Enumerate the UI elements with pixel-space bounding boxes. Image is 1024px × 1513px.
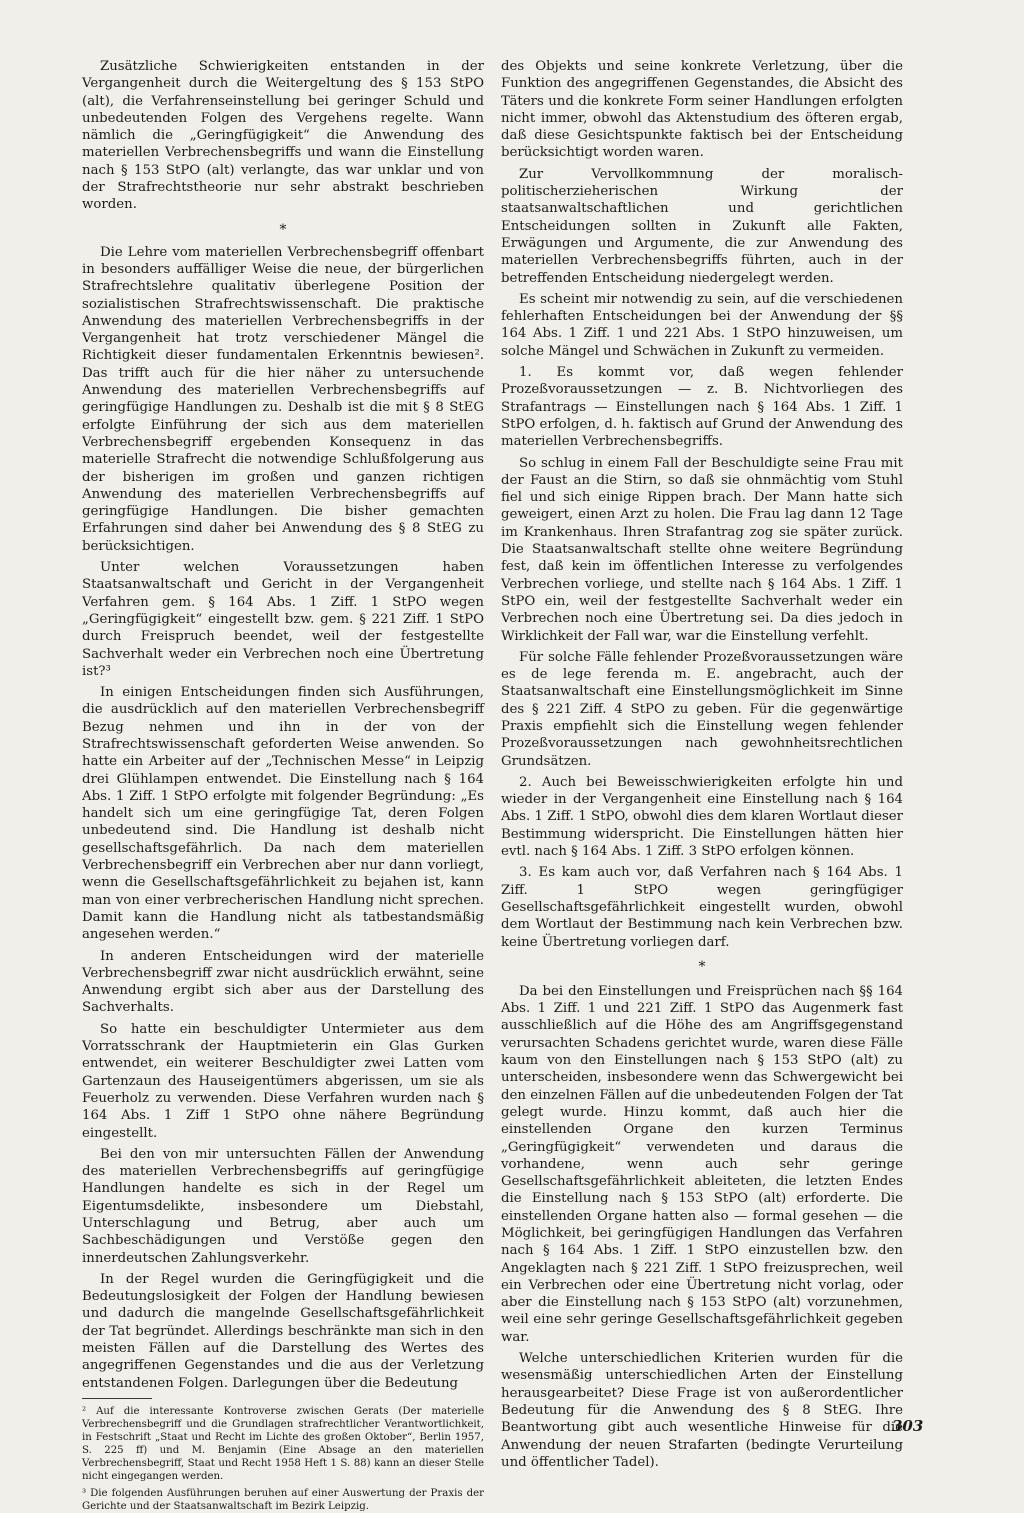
paragraph: 1. Es kommt vor, daß wegen fehlender Prozeßvoraussetzungen — z. B. Nichtvorliegen des Strafantrags — Einstellungen nach § 164 Abs. 1 Ziff. 1 StPO erfolgen, d. h. faktisch auf Grund der Anwendung des materiellen Verbrechensbegriffs. — [501, 365, 903, 450]
paragraph: So hatte ein beschuldigter Untermieter aus dem Vorratsschrank der Hauptmieterin ein Glas Gurken entwendet, ein weiterer Beschuldigter zwei Latten vom Gartenzaun des Hauseigentümers abgerissen, um sie als Feuerholz zu verwenden. Diese Verfahren wurden nach § 164 Abs. 1 Ziff 1 StPO ohne nähere Begründung eingestellt. — [82, 1021, 484, 1141]
paragraph: Unter welchen Voraussetzungen haben Staatsanwaltschaft und Gericht in der Vergangenheit Verfahren gem. § 164 Abs. 1 Ziff. 1 StPO wegen „Geringfügigkeit“ eingestellt bzw. gem. § 221 Ziff. 1 StPO durch Freispruch beendet, weil der festgestellte Sachverhalt weder ein Verbrechen noch eine Übertretung ist?³ — [82, 560, 484, 679]
footnote-2: ² Auf die interessante Kontroverse zwischen Gerats (Der materielle Verbrechensbegriff und die Grundlagen strafrechtlicher Verantwortlichkeit, in Festschrift „Staat und Recht im Lichte des großen Oktober“, Berlin 1957, S. 225 ff) und M. Benjamin (Eine Absage an den materiellen Verbrechensbegriff, Staat und Recht 1958 Heft 1 S. 88) kann an dieser Stelle nicht eingegangen werden. — [82, 1405, 484, 1483]
footnote-3: ³ Die folgenden Ausführungen beruhen auf einer Auswertung der Praxis der Gerichte und der Staatsanwaltschaft im Bezirk Leipzig. — [82, 1487, 484, 1512]
section-separator: * — [279, 221, 287, 238]
paragraph: 2. Auch bei Beweisschwierigkeiten erfolgte hin und wieder in der Vergangenheit eine Einstellung nach § 164 Abs. 1 Ziff. 1 StPO, obwohl dies dem klaren Wortlaut dieser Bestimmung widerspricht. Die Einstellungen hätten hier evtl. nach § 164 Abs. 1 Ziff. 3 StPO erfolgen können. — [501, 774, 903, 860]
section-separator: * — [698, 958, 706, 975]
footnote-divider — [82, 1398, 152, 1399]
paragraph: Da bei den Einstellungen und Freisprüchen nach §§ 164 Abs. 1 Ziff. 1 und 221 Ziff. 1 StPO das Augenmerk fast ausschließlich auf die Höhe des am Angriffsgegenstand verursachten Schadens gerichtet wurde, waren diese Fälle kaum von den Einstellungen nach § 153 StPO (alt) zu unterscheiden, insbesondere wenn das Schwergewicht bei den einzelnen Fällen auf die unbedeutenden Folgen der Tat gelegt wurde. Hinzu kommt, daß auch hier die einstellenden Organe den kurzen Terminus „Geringfügigkeit“ verwendeten und daraus die vorhandene, wenn auch sehr geringe Gesellschaftsgefährlichkeit ableiteten, die letzten Endes die Einstellung nach § 153 StPO (alt) erforderte. Die einstellenden Organe hatten also — formal gesehen — die Möglichkeit, bei geringfügigen Handlungen das Verfahren nach § 164 Abs. 1 Ziff. 1 StPO einzustellen bzw. den Angeklagten nach § 221 Ziff. 1 StPO freizusprechen, weil ein Verbrechen oder eine Übertretung nicht vorlag, oder aber die Einstellung nach § 153 StPO (alt) vorzunehmen, weil eine sehr geringe Gesellschaftsgefährlichkeit gegeben war. — [501, 983, 903, 1345]
paragraph: Welche unterschiedlichen Kriterien wurden für die wesensmäßig unterschiedlichen Arten der Einstellung herausgearbeitet? Diese Frage ist von außerordentlicher Bedeutung für die Anwendung des § 8 StEG. Ihre Beantwortung gibt auch wesentliche Hinweise für die Anwendung der neuen Strafarten (bedingte Verurteilung und öffentlicher Tadel). — [501, 1351, 903, 1470]
paragraph: In der Regel wurden die Geringfügigkeit und die Bedeutungslosigkeit der Folgen der Handlung bewiesen und dadurch die mangelnde Gesellschaftsgefährlichkeit der Tat begründet. Allerdings beschränkte man sich in den meisten Fällen auf die Darstellung des Wertes des angegriffenen Gegenstandes und die aus der Verletzung entstandenen Folgen. Darlegungen über die Bedeutung — [82, 1271, 484, 1391]
paragraph: Für solche Fälle fehlender Prozeßvoraussetzungen wäre es de lege ferenda m. E. angebracht, auch der Staatsanwaltschaft eine Einstellungsmöglichkeit im Sinne des § 221 Ziff. 4 StPO zu geben. Für die gegenwärtige Praxis empfiehlt sich die Einstellung wegen fehlender Prozeßvoraussetzungen nach gewohnheitsrechtlichen Grundsätzen. — [501, 649, 903, 769]
paragraph: Zur Vervollkommnung der moralisch-politischerzieherischen Wirkung der staatsanwaltschaftlichen und gerichtlichen Entscheidungen sollten in Zukunft alle Fakten, Erwägungen und Argumente, die zur Anwendung des materiellen Verbrechensbegriffs führten, auch in der betreffenden Entscheidung niedergelegt werden. — [501, 166, 903, 286]
paragraph: des Objekts und seine konkrete Verletzung, über die Funktion des angegriffenen Gegenstandes, die Absicht des Täters und die konkrete Form seiner Handlungen erfolgten nicht immer, obwohl das Aktenstudium des öfteren ergab, daß diese Gesichtspunkte faktisch bei der Entscheidung berücksichtigt worden waren. — [501, 59, 903, 161]
paragraph: So schlug in einem Fall der Beschuldigte seine Frau mit der Faust an die Stirn, so daß sie ohnmächtig vom Stuhl fiel und sich einige Rippen brach. Der Mann hatte sich geweigert, einen Arzt zu holen. Die Frau lag dann 12 Tage im Krankenhaus. Ihren Strafantrag zog sie später zurück. Die Staatsanwaltschaft stellte ohne weitere Begründung fest, daß kein im öffentlichen Interesse zu verfolgendes Verbrechen vorliege, und stellte nach § 164 Abs. 1 Ziff. 1 StPO ein, weil der festgestellte Sachverhalt weder ein Verbrechen noch eine Übertretung sei. Da dies jedoch in Wirklichkeit der Fall war, war die Einstellung verfehlt. — [501, 455, 903, 644]
page-number: 303 — [892, 1417, 924, 1435]
right-column — [501, 58, 903, 1471]
paragraph: Die Lehre vom materiellen Verbrechensbegriff offenbart in besonders auffälliger Weise die neue, der bürgerlichen Strafrechtslehre qualitativ überlegene Position der sozialistischen Strafrechtswissenschaft. Die praktische Anwendung des materiellen Verbrechensbegriffs in der Vergangenheit hat trotz verschiedener Mängel die Richtigkeit dieser fundamentalen Erkenntnis bewiesen². Das trifft auch für die hier näher zu untersuchende Anwendung des materiellen Verbrechensbegriffs auf geringfügige Handlungen zu. Deshalb ist die mit § 8 StEG erfolgte Einführung der sich aus dem materiellen Verbrechensbegriff ergebenden Konsequenz in das materielle Strafrecht die notwendige Schlußfolgerung aus der bisherigen im großen und ganzen richtigen Anwendung des materiellen Verbrechensbegriffs auf geringfügige Handlungen. Die bisher gemachten Erfahrungen sind daher bei Anwendung des § 8 StEG zu berücksichtigen. — [82, 244, 484, 554]
paragraph: In anderen Entscheidungen wird der materielle Verbrechensbegriff zwar nicht ausdrücklich erwähnt, seine Anwendung ergibt sich aber aus der Darstellung des Sachverhalts. — [82, 948, 484, 1016]
paragraph: 3. Es kam auch vor, daß Verfahren nach § 164 Abs. 1 Ziff. 1 StPO wegen geringfügiger Gesellschaftsgefährlichkeit eingestellt wurden, obwohl dem Wortlaut der Bestimmung nach kein Verbrechen bzw. keine Übertretung vorliegen darf. — [501, 865, 903, 950]
paragraph: Bei den von mir untersuchten Fällen der Anwendung des materiellen Verbrechensbegriffs auf geringfügige Handlungen handelte es sich in der Regel um Eigentumsdelikte, insbesondere um Diebstahl, Unterschlagung und Betrug, aber auch um Sachbeschädigungen und Verstöße gegen den innerdeutschen Zahlungsverkehr. — [82, 1146, 484, 1266]
paragraph: Zusätzliche Schwierigkeiten entstanden in der Vergangenheit durch die Weitergeltung des § 153 StPO (alt), die Verfahrenseinstellung bei geringer Schuld und unbedeutenden Folgen des Vergehens regelte. Wann nämlich die „Geringfügigkeit“ die Anwendung des materiellen Verbrechensbegriffs und wann die Einstellung nach § 153 StPO (alt) verlangte, das war unklar und von der Strafrechtstheorie nur sehr abstrakt beschrieben worden. — [82, 59, 484, 213]
left-column — [82, 58, 484, 1513]
paragraph: In einigen Entscheidungen finden sich Ausführungen, die ausdrücklich auf den materiellen Verbrechensbegriff Bezug nehmen und ihn in der von der Strafrechtswissenschaft geforderten Weise anwenden. So hatte ein Arbeiter auf der „Technischen Messe“ in Leipzig drei Glühlampen entwendet. Die Einstellung nach § 164 Abs. 1 Ziff. 1 StPO erfolgte mit folgender Begründung: „Es handelt sich um eine geringfügige Tat, deren Folgen unbedeutend sind. Die Handlung ist deshalb nicht gesellschaftsgefährlich. Da nach dem materiellen Verbrechensbegriff ein Verbrechen aber nur dann vorliegt, wenn die Gesellschaftsgefährlichkeit zu bejahen ist, kann man von einer verbrecherischen Handlung nicht sprechen. Damit kann die Handlung nicht als tatbestandsmäßig angesehen werden.“ — [82, 685, 484, 943]
paragraph: Es scheint mir notwendig zu sein, auf die verschiedenen fehlerhaften Entscheidungen bei der Anwendung der §§ 164 Abs. 1 Ziff. 1 und 221 Abs. 1 StPO hinzuweisen, um solche Mängel und Schwächen in Zukunft zu vermeiden. — [501, 291, 903, 359]
